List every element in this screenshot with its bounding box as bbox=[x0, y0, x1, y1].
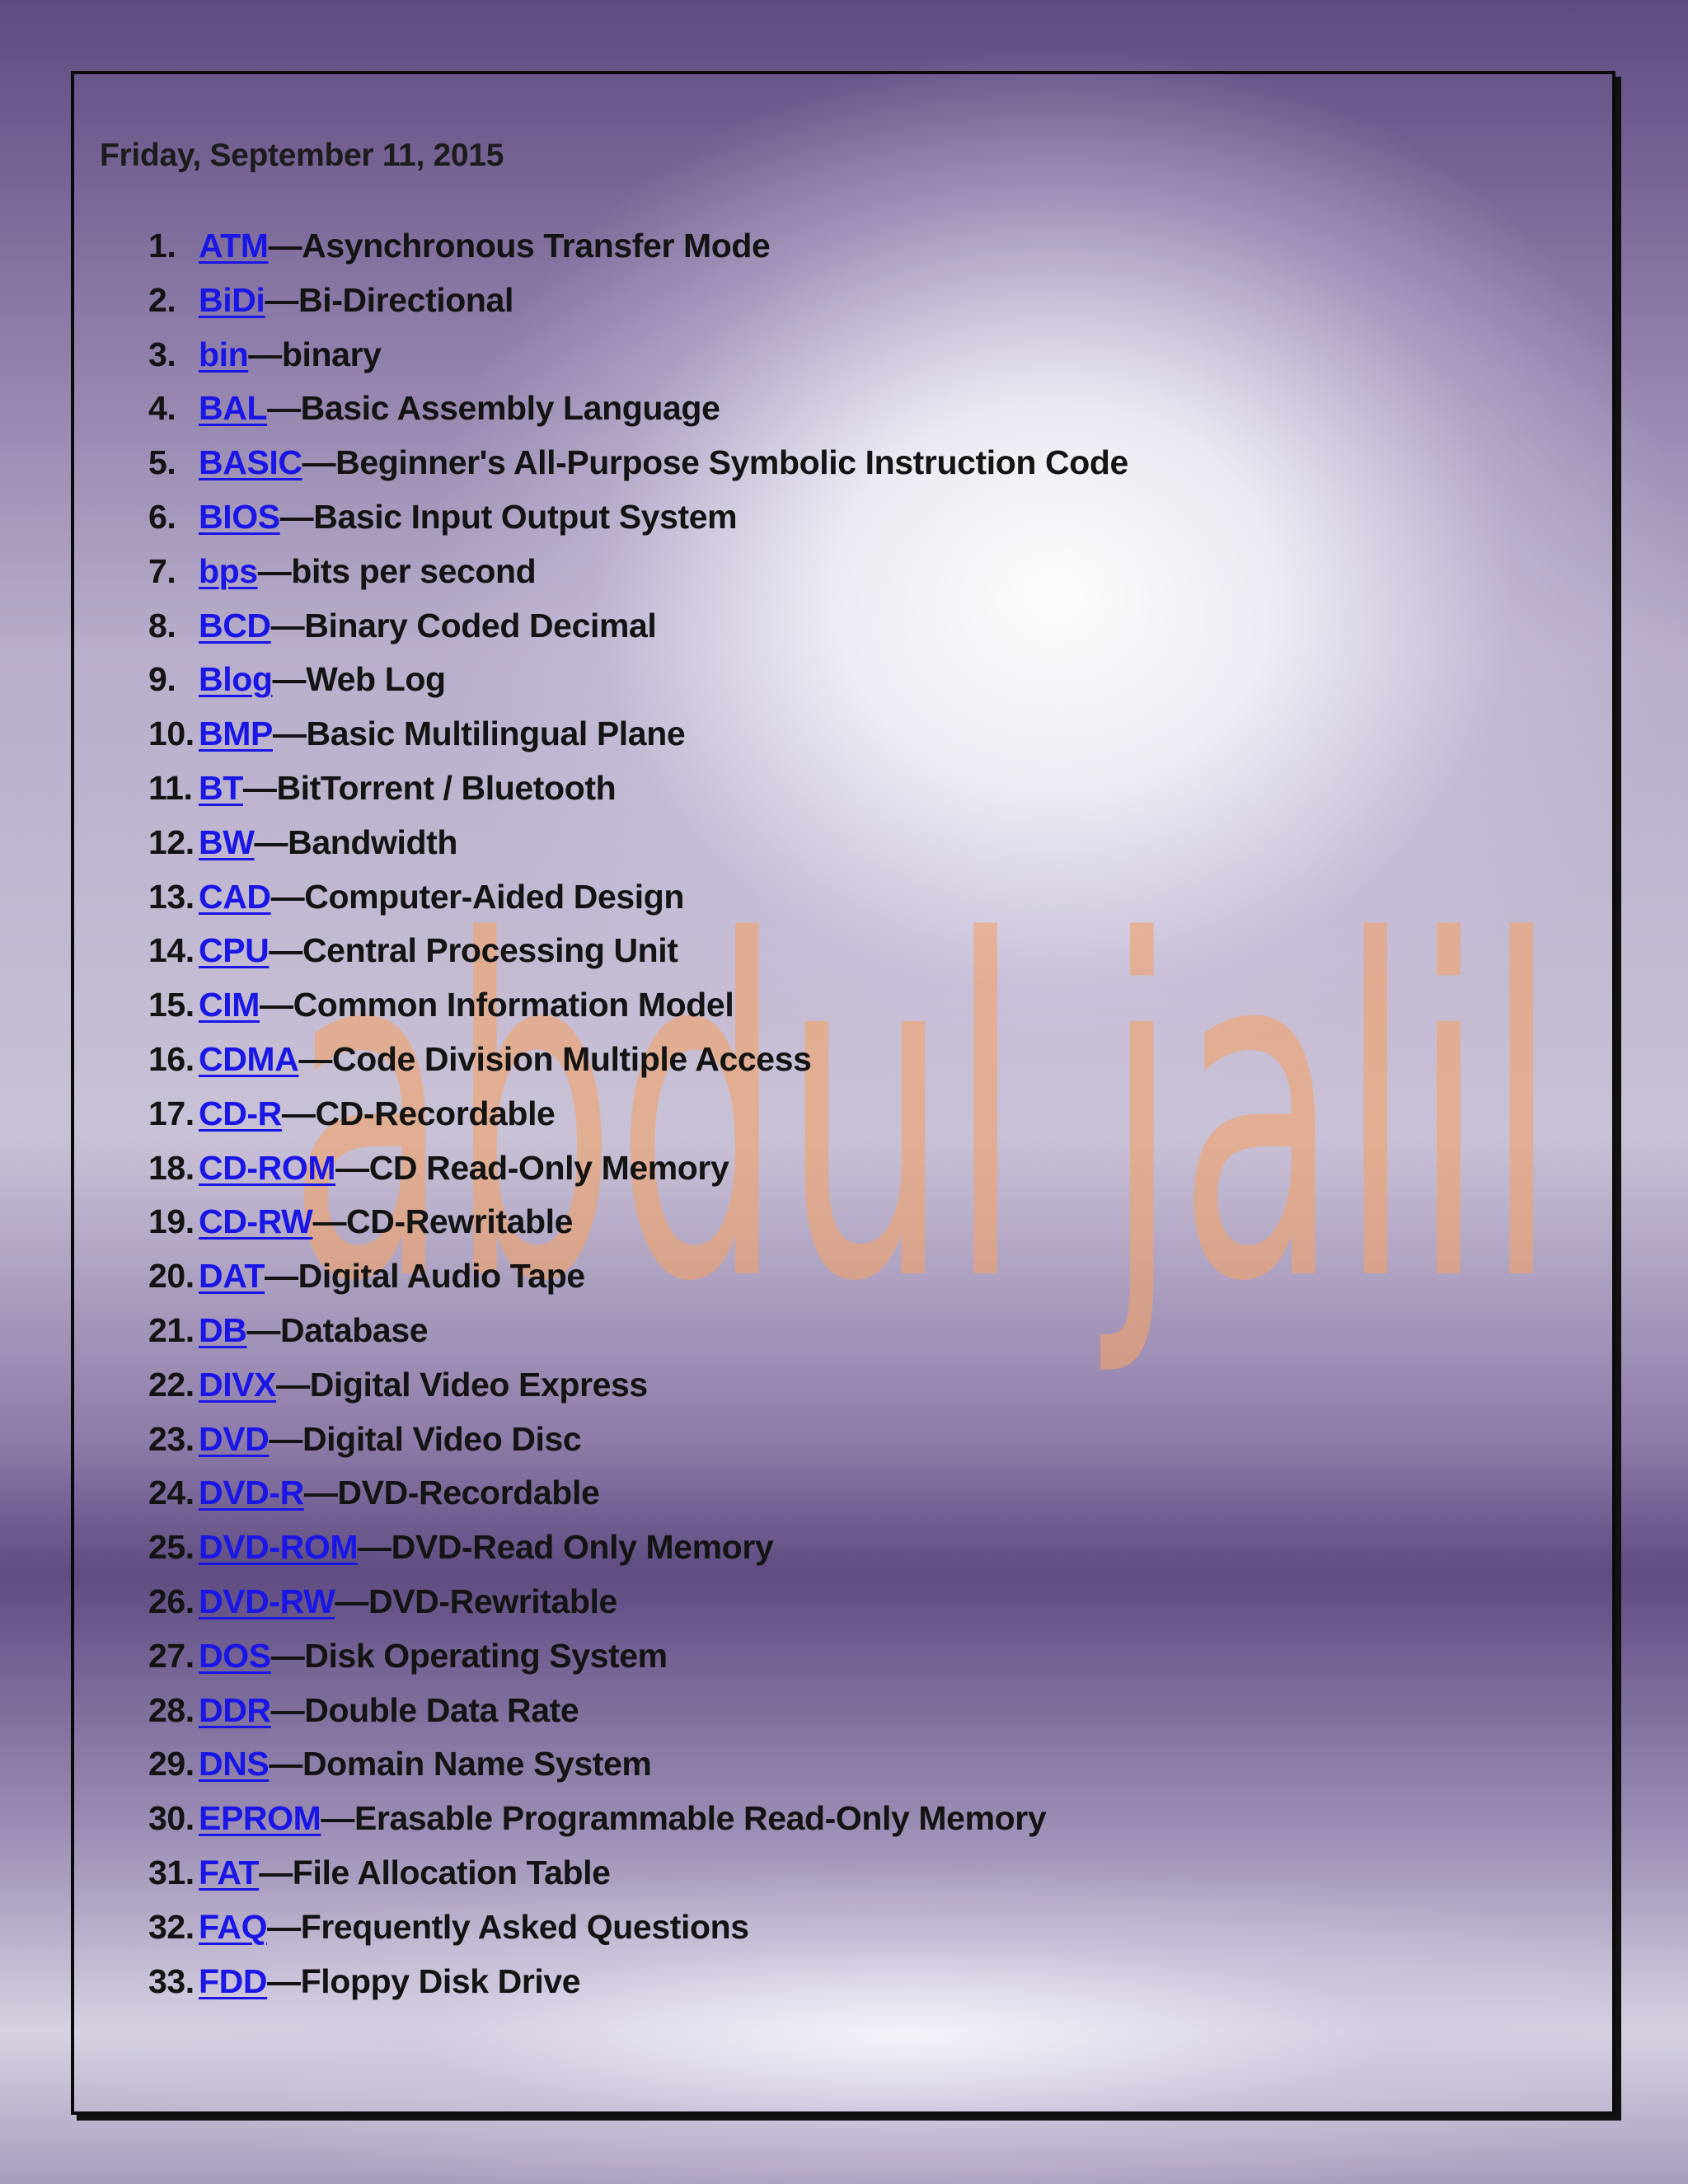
list-item-text bbox=[199, 658, 446, 701]
acronym-link[interactable]: FDD bbox=[199, 1962, 268, 2000]
list-item-text bbox=[199, 821, 457, 864]
acronym-link[interactable]: BW bbox=[199, 823, 255, 861]
acronym-definition: —Bi-Directional bbox=[265, 281, 513, 319]
list-item-number: 5. bbox=[148, 443, 176, 481]
list-item-number: 28. bbox=[148, 1691, 195, 1729]
acronym-definition: —Basic Input Output System bbox=[279, 498, 738, 536]
list-item-text bbox=[199, 387, 720, 429]
watermark-text: abdul jalil bbox=[288, 846, 1558, 1383]
acronym-definition: —Beginner's All-Purpose Symbolic Instruction Code bbox=[302, 443, 1128, 481]
acronym-definition: —Digital Audio Tape bbox=[265, 1257, 585, 1295]
list-item-number: 3. bbox=[148, 335, 176, 373]
list-item-text bbox=[199, 1471, 599, 1514]
list-item-text bbox=[199, 224, 770, 267]
acronym-link[interactable]: bps bbox=[199, 552, 258, 590]
list-item-text bbox=[199, 1797, 1046, 1840]
list-item-number: 8. bbox=[148, 607, 176, 644]
acronym-definition: —Disk Operating System bbox=[270, 1637, 668, 1675]
list-item-text bbox=[199, 712, 685, 755]
acronym-link[interactable]: DVD-R bbox=[199, 1474, 304, 1511]
acronym-link[interactable]: FAQ bbox=[199, 1908, 268, 1946]
acronym-definition: —Digital Video Disc bbox=[269, 1420, 582, 1458]
acronym-definition: —BitTorrent / Bluetooth bbox=[242, 769, 617, 807]
acronym-definition: —Erasable Programmable Read-Only Memory bbox=[321, 1799, 1047, 1837]
acronym-definition: —Code Division Multiple Access bbox=[298, 1040, 812, 1078]
acronym-link[interactable]: FAT bbox=[199, 1854, 260, 1891]
acronym-definition: —Database bbox=[246, 1311, 429, 1349]
list-item-number: 14. bbox=[148, 931, 195, 969]
list-item-number: 4. bbox=[148, 389, 176, 427]
acronym-definition: —CD-Recordable bbox=[281, 1094, 556, 1132]
acronym-definition: —Domain Name System bbox=[269, 1745, 652, 1783]
list-item-text bbox=[199, 279, 513, 321]
list-item-text bbox=[199, 766, 616, 809]
acronym-link[interactable]: EPROM bbox=[199, 1799, 321, 1837]
acronym-definition: —Basic Assembly Language bbox=[267, 389, 720, 427]
list-item-text bbox=[199, 929, 678, 972]
acronym-link[interactable]: DVD-RW bbox=[199, 1582, 335, 1620]
acronym-link[interactable]: BCD bbox=[199, 607, 271, 644]
list-item-number: 2. bbox=[148, 281, 176, 319]
list-item-text bbox=[199, 333, 382, 376]
list-item-number: 27. bbox=[148, 1637, 195, 1675]
acronym-definition: —Double Data Rate bbox=[270, 1691, 579, 1729]
list-item-number: 10. bbox=[148, 715, 195, 752]
acronym-link[interactable]: bin bbox=[199, 335, 249, 373]
list-item-number: 16. bbox=[148, 1040, 195, 1078]
acronym-link[interactable]: DNS bbox=[199, 1745, 270, 1783]
list-item-text bbox=[199, 1254, 585, 1297]
list-item-text bbox=[199, 1960, 580, 2003]
list-item-number: 15. bbox=[148, 986, 195, 1024]
acronym-definition: —Computer-Aided Design bbox=[270, 878, 685, 916]
acronym-link[interactable]: CDMA bbox=[199, 1040, 299, 1078]
list-item-number: 20. bbox=[148, 1257, 195, 1295]
list-item-number: 33. bbox=[148, 1962, 195, 2000]
acronym-definition: —Common Information Model bbox=[259, 986, 734, 1024]
acronym-definition: —Digital Video Express bbox=[276, 1366, 648, 1404]
list-item-number: 29. bbox=[148, 1745, 195, 1783]
list-item-text bbox=[199, 1742, 651, 1785]
list-item-number: 12. bbox=[148, 823, 195, 861]
acronym-definition: —CD Read-Only Memory bbox=[335, 1149, 729, 1187]
list-item-text bbox=[199, 441, 1128, 484]
list-item-text bbox=[199, 875, 684, 918]
acronym-definition: —Bandwidth bbox=[254, 823, 458, 861]
acronym-definition: —Frequently Asked Questions bbox=[267, 1908, 749, 1946]
acronym-link[interactable]: BT bbox=[199, 769, 243, 807]
list-item-text bbox=[199, 983, 734, 1026]
list-item-text bbox=[199, 495, 737, 538]
acronym-definition: —DVD-Read Only Memory bbox=[358, 1528, 774, 1566]
list-item-text bbox=[199, 1905, 749, 1948]
list-item-text bbox=[199, 1418, 581, 1460]
acronym-link[interactable]: BAL bbox=[199, 389, 268, 427]
acronym-link[interactable]: ATM bbox=[199, 227, 269, 265]
list-item-number: 23. bbox=[148, 1420, 195, 1458]
list-item-number: 21. bbox=[148, 1311, 195, 1349]
list-item-text bbox=[199, 1038, 812, 1080]
list-item-number: 30. bbox=[148, 1799, 195, 1837]
acronym-link[interactable]: CPU bbox=[199, 931, 270, 969]
list-item-number: 11. bbox=[148, 769, 193, 807]
list-item-text bbox=[199, 1689, 579, 1732]
acronym-definition: —DVD-Rewritable bbox=[335, 1582, 617, 1620]
list-item-text bbox=[199, 1851, 611, 1894]
acronym-link[interactable]: DVD-ROM bbox=[199, 1528, 359, 1566]
acronym-link[interactable]: DB bbox=[199, 1311, 247, 1349]
list-item-number: 17. bbox=[148, 1094, 195, 1132]
list-item-text bbox=[199, 1092, 555, 1135]
acronym-link[interactable]: DIVX bbox=[199, 1366, 277, 1404]
acronym-link[interactable]: DOS bbox=[199, 1637, 271, 1675]
acronym-definition: —binary bbox=[248, 335, 382, 373]
acronym-definition: —Central Processing Unit bbox=[269, 931, 678, 969]
acronym-definition: —Web Log bbox=[272, 660, 446, 698]
list-item-number: 7. bbox=[148, 552, 176, 590]
document-date: Friday, September 11, 2015 bbox=[100, 138, 504, 173]
list-item-text bbox=[199, 1526, 773, 1568]
acronym-definition: —CD-Rewritable bbox=[312, 1202, 574, 1240]
acronym-link[interactable]: DDR bbox=[199, 1691, 271, 1729]
acronym-link[interactable]: CD-ROM bbox=[199, 1149, 336, 1187]
list-item-number: 24. bbox=[148, 1474, 195, 1511]
list-item-text bbox=[199, 550, 536, 593]
acronym-definition: —DVD-Recordable bbox=[303, 1474, 600, 1511]
acronym-definition: —Floppy Disk Drive bbox=[267, 1962, 581, 2000]
list-item-number: 32. bbox=[148, 1908, 195, 1946]
list-item-text bbox=[199, 1309, 428, 1352]
list-item-number: 1. bbox=[148, 227, 176, 265]
list-item-number: 31. bbox=[148, 1854, 195, 1891]
acronym-link[interactable]: BMP bbox=[199, 715, 273, 752]
acronym-link[interactable]: CAD bbox=[199, 878, 271, 916]
acronym-link[interactable]: BiDi bbox=[199, 281, 265, 319]
acronym-definition: —Asynchronous Transfer Mode bbox=[268, 227, 771, 265]
list-item-number: 25. bbox=[148, 1528, 195, 1566]
acronym-link[interactable]: CIM bbox=[199, 986, 260, 1024]
acronym-link[interactable]: Blog bbox=[199, 660, 273, 698]
list-item-text bbox=[199, 1580, 617, 1623]
list-item-text bbox=[199, 1363, 648, 1406]
list-item-number: 18. bbox=[148, 1149, 195, 1187]
acronym-link[interactable]: CD-RW bbox=[199, 1202, 313, 1240]
acronym-definition: —Binary Coded Decimal bbox=[270, 607, 657, 644]
list-item-number: 13. bbox=[148, 878, 195, 916]
list-item-text bbox=[199, 1146, 729, 1189]
acronym-definition: —Basic Multilingual Plane bbox=[272, 715, 686, 752]
list-item-number: 6. bbox=[148, 498, 176, 536]
acronym-link[interactable]: DAT bbox=[199, 1257, 265, 1295]
list-item-number: 22. bbox=[148, 1366, 195, 1404]
acronym-link[interactable]: BASIC bbox=[199, 443, 302, 481]
acronym-definition: —File Allocation Table bbox=[259, 1854, 611, 1891]
acronym-definition: —bits per second bbox=[257, 552, 537, 590]
acronym-link[interactable]: BIOS bbox=[199, 498, 280, 536]
list-item-text bbox=[199, 1634, 668, 1677]
acronym-link[interactable]: DVD bbox=[199, 1420, 270, 1458]
acronym-link[interactable]: CD-R bbox=[199, 1094, 282, 1132]
list-item-number: 19. bbox=[148, 1202, 195, 1240]
list-item-text bbox=[199, 604, 656, 647]
list-item-number: 9. bbox=[148, 660, 176, 698]
list-item-text bbox=[199, 1200, 573, 1243]
list-item-number: 26. bbox=[148, 1582, 195, 1620]
